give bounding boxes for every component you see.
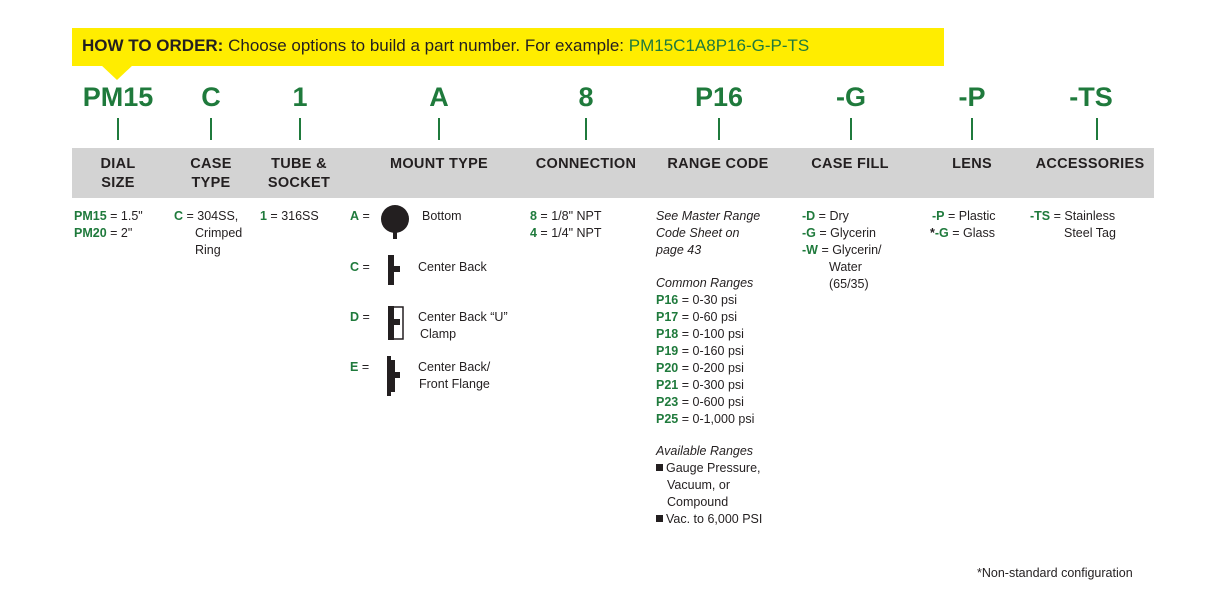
banner-pointer — [100, 64, 134, 80]
common-ranges-list — [656, 292, 754, 428]
option-pm20: PM20 = 2" — [74, 226, 133, 240]
mount-option-d-label: Center Back “U” Clamp — [418, 310, 508, 341]
code-dial-size: PM15 — [82, 82, 154, 112]
footnote: *Non-standard configuration — [977, 566, 1133, 580]
header-accessories: ACCESSORIES — [1035, 156, 1145, 172]
mount-option-c-label: Center Back — [418, 260, 487, 274]
code-case-type: C — [201, 82, 221, 112]
option-connection-4: 4 = 1/4" NPT — [530, 226, 602, 240]
tick-case-fill — [850, 118, 852, 140]
header-case-fill: CASE FILL — [811, 156, 889, 172]
list-item: P25 = 0-1,000 psi — [656, 412, 755, 426]
bullet-icon — [656, 464, 663, 471]
code-tube-socket: 1 — [292, 82, 308, 112]
tick-mount-type — [438, 118, 440, 140]
tick-accessories — [1096, 118, 1098, 140]
range-master-note: See Master Range Code Sheet on page 43 — [656, 209, 761, 257]
available-ranges-list: Gauge Pressure, Vacuum, or Compound Vac. to 6,000 PSI — [656, 460, 762, 528]
header-dial-size: DIAL SIZE — [100, 156, 136, 191]
mount-option-e-label: Center Back/ Front Flange — [418, 360, 491, 391]
case-fill-options: -D = Dry -G = Glycerin -W = Glycerin/ Water (65/35) — [802, 209, 882, 291]
list-item: P16 = 0-30 psi — [656, 293, 737, 307]
header-mount-type: MOUNT TYPE — [389, 156, 489, 172]
case-type-options: C = 304SS, Crimped Ring — [174, 209, 243, 257]
list-item: P21 = 0-300 psi — [656, 378, 744, 392]
header-connection: CONNECTION — [535, 156, 637, 172]
banner-example: PM15C1A8P16-G-P-TS — [628, 36, 810, 55]
code-mount-type: A — [429, 82, 449, 112]
list-item: P20 = 0-200 psi — [656, 361, 744, 375]
common-ranges-title: Common Ranges — [656, 276, 754, 290]
tick-tube-socket — [299, 118, 301, 140]
tick-connection — [585, 118, 587, 140]
available-ranges-title: Available Ranges — [656, 444, 754, 458]
code-connection: 8 — [578, 82, 594, 112]
code-case-fill: -G — [836, 82, 866, 112]
list-item: Gauge Pressure, — [656, 460, 762, 477]
tick-range — [718, 118, 720, 140]
header-lens: LENS — [952, 156, 992, 172]
tick-lens — [971, 118, 973, 140]
header-range-code: RANGE CODE — [667, 156, 769, 172]
tick-case-type — [210, 118, 212, 140]
list-item: P17 = 0-60 psi — [656, 310, 737, 324]
front-flange-gauge-icon — [384, 355, 408, 399]
accessories-options: -TS = Stainless Steel Tag — [1030, 209, 1116, 240]
tube-socket-options: 1 = 316SS — [260, 209, 319, 223]
u-clamp-gauge-icon — [384, 304, 408, 344]
header-case-type: CASE TYPE — [190, 156, 232, 191]
mount-option-c-code: C = — [350, 260, 370, 274]
code-lens: -P — [958, 82, 986, 112]
center-back-gauge-icon — [384, 254, 408, 288]
code-range: P16 — [694, 82, 744, 112]
mount-option-a-label: Bottom — [422, 209, 462, 223]
header-tube-socket: TUBE & SOCKET — [267, 156, 331, 191]
bullet-icon — [656, 515, 663, 522]
banner-text — [82, 36, 809, 56]
option-pm15: PM15 = 1.5" — [74, 209, 143, 223]
banner-body: Choose options to build a part number. For example: — [223, 36, 629, 55]
connection-options — [530, 208, 602, 242]
mount-option-a-code: A = — [350, 209, 370, 223]
tick-dial-size — [117, 118, 119, 140]
mount-option-e-code: E = — [350, 360, 370, 374]
list-item: P23 = 0-600 psi — [656, 395, 744, 409]
mount-option-d-code: D = — [350, 310, 370, 324]
bottom-mount-gauge-icon — [380, 203, 412, 241]
option-connection-8: 8 = 1/8" NPT — [530, 209, 602, 223]
code-accessories: -TS — [1069, 82, 1113, 112]
lens-options: -P = Plastic *-G = Glass — [930, 209, 996, 240]
banner-lead: HOW TO ORDER: — [82, 36, 224, 55]
list-item: P19 = 0-160 psi — [656, 344, 744, 358]
list-item: P18 = 0-100 psi — [656, 327, 744, 341]
list-item: Vac. to 6,000 PSI — [656, 511, 762, 528]
dial-size-options — [74, 208, 143, 242]
